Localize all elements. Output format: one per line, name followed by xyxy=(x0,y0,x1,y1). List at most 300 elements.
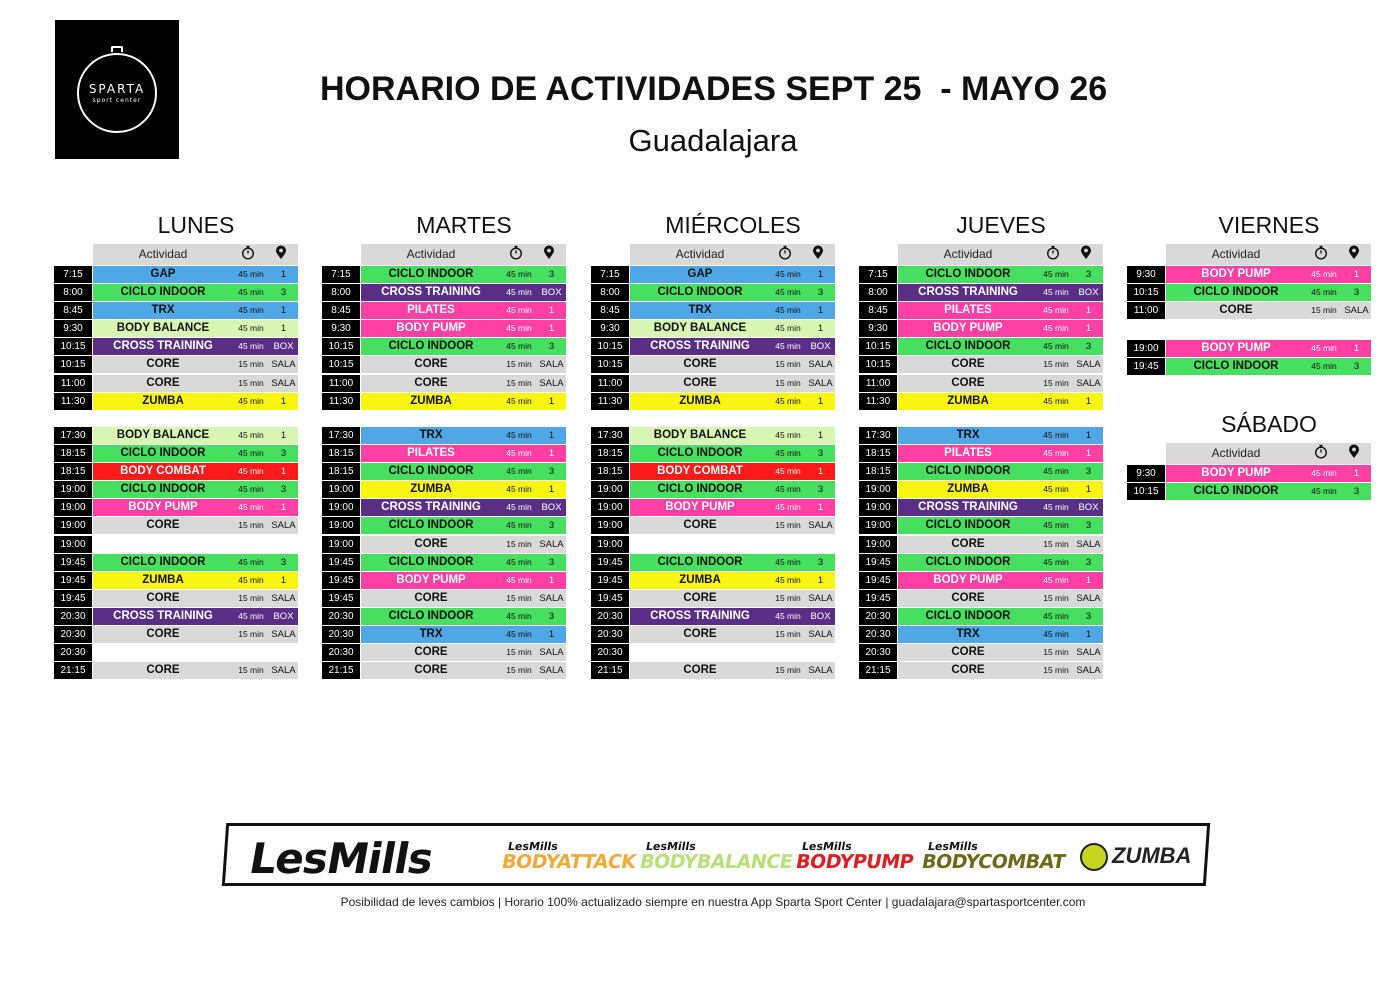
class-time: 17:30 xyxy=(322,427,360,444)
class-name: ZUMBA xyxy=(947,483,989,496)
class-time: 20:30 xyxy=(591,626,629,643)
class-name: BODY PUMP xyxy=(128,501,198,514)
class-duration: 45 min xyxy=(775,430,801,440)
table-row xyxy=(591,302,835,320)
table-row xyxy=(859,481,1103,499)
class-time: 18:15 xyxy=(54,463,92,480)
class-duration: 45 min xyxy=(775,448,801,459)
class-name: TRX xyxy=(151,304,175,317)
class-room: 1 xyxy=(817,323,824,335)
class-name: BODY PUMP xyxy=(396,573,466,586)
class-room: BOX xyxy=(810,610,831,622)
class-cell xyxy=(630,393,835,410)
class-cell xyxy=(93,320,298,337)
class-time: 10:15 xyxy=(1127,483,1165,500)
sparta-logo xyxy=(55,20,179,159)
class-duration: 45 min xyxy=(238,502,264,513)
class-cell xyxy=(898,320,1103,337)
class-duration: 45 min xyxy=(1043,466,1069,477)
class-room: 3 xyxy=(1085,610,1092,622)
class-room: 3 xyxy=(1085,341,1092,353)
table-header xyxy=(93,244,298,265)
table-row xyxy=(322,393,566,411)
class-cell xyxy=(1166,340,1371,357)
class-time: 19:00 xyxy=(322,499,360,516)
class-duration: 45 min xyxy=(775,395,801,406)
class-cell xyxy=(1166,465,1371,482)
class-time: 19:45 xyxy=(859,572,897,589)
class-name: CICLO INDOOR xyxy=(925,340,1011,353)
class-time: 7:15 xyxy=(859,266,897,283)
class-time: 19:00 xyxy=(859,517,897,534)
class-duration: 15 min xyxy=(1043,538,1069,549)
class-time: 20:30 xyxy=(322,608,360,625)
class-room: SALA xyxy=(1076,359,1101,371)
table-row xyxy=(859,338,1103,356)
day-title: SÁBADO xyxy=(1221,411,1317,437)
class-time: 9:30 xyxy=(1127,465,1165,482)
class-duration: 15 min xyxy=(238,629,264,640)
class-cell xyxy=(1166,302,1371,319)
class-cell xyxy=(361,572,566,589)
class-name: CORE xyxy=(683,519,717,532)
class-name: CORE xyxy=(146,664,180,677)
class-duration: 45 min xyxy=(238,610,264,621)
class-name: CICLO INDOOR xyxy=(657,483,743,496)
class-time: 11:00 xyxy=(322,375,360,392)
class-room: SALA xyxy=(539,647,564,659)
table-row xyxy=(54,662,298,680)
class-time: 11:30 xyxy=(859,393,897,410)
class-time: 8:45 xyxy=(322,302,360,319)
class-room: BOX xyxy=(273,341,294,353)
class-cell xyxy=(93,284,298,301)
class-cell xyxy=(630,644,835,661)
class-cell xyxy=(361,302,566,319)
class-cell xyxy=(898,375,1103,392)
class-name: CICLO INDOOR xyxy=(388,340,474,353)
class-time: 20:30 xyxy=(54,608,92,625)
table-row xyxy=(591,536,835,554)
class-cell xyxy=(93,536,298,553)
class-duration: 45 min xyxy=(775,323,801,334)
table-row xyxy=(54,375,298,393)
table-row xyxy=(591,572,835,590)
class-duration: 45 min xyxy=(238,466,264,477)
table-row xyxy=(54,302,298,320)
class-duration: 15 min xyxy=(238,377,264,388)
class-duration: 45 min xyxy=(1043,323,1069,334)
class-duration: 45 min xyxy=(238,395,264,406)
table-row xyxy=(322,320,566,338)
class-time: 19:45 xyxy=(591,590,629,607)
activity-column-header: Actividad xyxy=(675,247,725,261)
class-duration: 15 min xyxy=(506,538,532,549)
table-row xyxy=(322,572,566,590)
class-cell xyxy=(630,266,835,283)
table-row xyxy=(322,463,566,481)
class-duration: 45 min xyxy=(506,305,532,316)
class-duration: 15 min xyxy=(238,359,264,370)
class-time: 7:15 xyxy=(591,266,629,283)
class-name: CORE xyxy=(146,519,180,532)
table-row xyxy=(591,356,835,374)
class-time: 18:15 xyxy=(322,463,360,480)
stopwatch-icon xyxy=(1046,245,1060,263)
class-room: 1 xyxy=(548,448,555,460)
class-cell xyxy=(361,427,566,444)
class-time: 21:15 xyxy=(322,662,360,679)
class-name: TRX xyxy=(419,429,443,441)
table-row xyxy=(859,644,1103,662)
class-time: 20:30 xyxy=(322,644,360,661)
table-row xyxy=(54,445,298,463)
table-row xyxy=(859,608,1103,626)
class-duration: 45 min xyxy=(1043,520,1069,531)
class-duration: 45 min xyxy=(1043,574,1069,585)
table-row xyxy=(859,356,1103,374)
table-row xyxy=(322,626,566,644)
table-row xyxy=(859,536,1103,554)
table-row xyxy=(859,590,1103,608)
day-title: VIERNES xyxy=(1218,212,1320,238)
class-duration: 45 min xyxy=(238,341,264,352)
table-row xyxy=(54,536,298,554)
class-time: 9:30 xyxy=(322,320,360,337)
class-time: 19:45 xyxy=(54,590,92,607)
class-room: 3 xyxy=(1085,466,1092,478)
class-room: 1 xyxy=(817,269,824,280)
class-duration: 15 min xyxy=(238,665,264,676)
class-time: 17:30 xyxy=(54,427,92,444)
class-name: CORE xyxy=(414,591,448,604)
class-cell xyxy=(93,302,298,319)
table-row xyxy=(591,590,835,608)
class-time: 19:45 xyxy=(322,554,360,571)
class-time: 9:30 xyxy=(591,320,629,337)
day-title: JUEVES xyxy=(956,212,1046,238)
class-duration: 45 min xyxy=(238,556,264,567)
table-row xyxy=(859,554,1103,572)
class-cell xyxy=(93,463,298,480)
class-room: 1 xyxy=(548,484,555,496)
class-cell xyxy=(898,266,1103,283)
class-room: BOX xyxy=(541,502,562,514)
table-row xyxy=(1127,340,1371,358)
class-room: 3 xyxy=(817,556,824,568)
class-name: CROSS TRAINING xyxy=(381,286,481,299)
class-duration: 45 min xyxy=(506,395,532,406)
zumba-icon xyxy=(1080,843,1108,871)
class-time: 20:30 xyxy=(859,626,897,643)
morning-block xyxy=(322,266,566,411)
class-name: CICLO INDOOR xyxy=(388,268,474,280)
table-row xyxy=(54,499,298,517)
table-row xyxy=(859,427,1103,445)
class-cell xyxy=(630,554,835,571)
class-name: CORE xyxy=(683,358,717,371)
class-room: SALA xyxy=(271,629,296,641)
class-name: CICLO INDOOR xyxy=(120,286,206,299)
class-room: 1 xyxy=(1085,305,1092,317)
class-cell xyxy=(361,481,566,498)
class-cell xyxy=(630,517,835,534)
class-room: SALA xyxy=(808,592,833,604)
class-duration: 15 min xyxy=(775,592,801,603)
class-room: SALA xyxy=(271,665,296,677)
activity-column-header: Actividad xyxy=(1211,247,1261,261)
class-room: SALA xyxy=(539,538,564,550)
class-name: GAP xyxy=(687,268,713,280)
class-time: 19:45 xyxy=(54,554,92,571)
class-duration: 45 min xyxy=(775,574,801,585)
class-duration: 45 min xyxy=(1043,269,1069,279)
table-row xyxy=(859,375,1103,393)
class-name: PILATES xyxy=(944,447,992,460)
location-pin-icon xyxy=(1348,245,1360,263)
table-row xyxy=(322,536,566,554)
class-duration: 15 min xyxy=(1311,305,1337,316)
class-name: CROSS TRAINING xyxy=(650,340,750,353)
class-room: 1 xyxy=(548,395,555,407)
class-name: CORE xyxy=(146,591,180,604)
class-time: 19:45 xyxy=(591,554,629,571)
class-room: 3 xyxy=(280,556,287,568)
class-duration: 15 min xyxy=(775,665,801,676)
table-row xyxy=(322,517,566,535)
class-time: 20:30 xyxy=(859,608,897,625)
class-cell xyxy=(93,608,298,625)
table-row xyxy=(322,644,566,662)
class-room: 1 xyxy=(817,430,824,441)
table-row xyxy=(591,427,835,445)
class-time: 8:45 xyxy=(859,302,897,319)
class-cell xyxy=(630,499,835,516)
class-name: CORE xyxy=(951,646,985,659)
table-row xyxy=(859,662,1103,680)
class-time: 20:30 xyxy=(591,644,629,661)
class-time: 10:15 xyxy=(591,356,629,373)
class-duration: 15 min xyxy=(1043,665,1069,676)
class-cell xyxy=(898,463,1103,480)
footer-note: Posibilidad de leves cambios | Horario 100% actualizado siempre en nuestra App Sparta Sport Center | guadalajara@spartasportcenter.com xyxy=(340,895,1086,909)
class-duration: 45 min xyxy=(1043,305,1069,316)
table-row xyxy=(54,517,298,535)
class-time: 19:00 xyxy=(54,499,92,516)
class-time: 10:15 xyxy=(859,356,897,373)
class-time: 20:30 xyxy=(859,644,897,661)
day-title: LUNES xyxy=(157,212,235,238)
class-room: 1 xyxy=(1353,468,1360,479)
class-cell xyxy=(93,375,298,392)
class-name: BODY PUMP xyxy=(933,322,1003,335)
table-row xyxy=(1127,302,1371,320)
program-logo-bodycombat: BODYCOMBAT xyxy=(920,851,1067,873)
class-time: 10:15 xyxy=(1127,284,1165,301)
class-name: BODY PUMP xyxy=(1201,268,1271,280)
table-row xyxy=(591,608,835,626)
class-time: 11:30 xyxy=(54,393,92,410)
class-time: 19:00 xyxy=(591,481,629,498)
class-room: 1 xyxy=(280,502,287,514)
class-cell xyxy=(630,590,835,607)
class-cell xyxy=(361,445,566,462)
class-name: CORE xyxy=(683,664,717,677)
class-cell xyxy=(1166,483,1371,500)
table-row xyxy=(54,320,298,338)
class-cell xyxy=(93,662,298,679)
table-row xyxy=(591,375,835,393)
class-room: 3 xyxy=(548,556,555,568)
class-name: BODY BALANCE xyxy=(653,429,747,441)
class-duration: 45 min xyxy=(506,629,532,640)
class-name: CORE xyxy=(414,646,448,659)
class-duration: 45 min xyxy=(506,574,532,585)
class-room: SALA xyxy=(539,592,564,604)
class-cell xyxy=(93,554,298,571)
class-room: 1 xyxy=(1085,448,1092,460)
class-time: 21:15 xyxy=(591,662,629,679)
class-room: 1 xyxy=(548,430,555,441)
class-room: 3 xyxy=(817,287,824,299)
class-cell xyxy=(630,356,835,373)
class-time: 17:30 xyxy=(859,427,897,444)
class-cell xyxy=(898,536,1103,553)
class-cell xyxy=(93,338,298,355)
table-row xyxy=(54,608,298,626)
class-cell xyxy=(630,445,835,462)
class-room: SALA xyxy=(808,359,833,371)
day-title: MARTES xyxy=(416,212,512,238)
table-header xyxy=(1166,244,1371,265)
class-room: 1 xyxy=(817,574,824,586)
class-room: 1 xyxy=(280,430,287,441)
class-cell xyxy=(93,393,298,410)
stopwatch-icon xyxy=(241,245,255,263)
class-duration: 45 min xyxy=(506,430,532,440)
evening-block xyxy=(859,427,1103,680)
class-name: CICLO INDOOR xyxy=(925,519,1011,532)
table-row xyxy=(1127,358,1371,376)
class-cell xyxy=(361,554,566,571)
class-cell xyxy=(361,463,566,480)
table-row xyxy=(322,302,566,320)
class-room: BOX xyxy=(273,610,294,622)
class-room: SALA xyxy=(271,359,296,371)
class-name: CROSS TRAINING xyxy=(113,340,213,353)
class-room: SALA xyxy=(1344,305,1369,317)
evening-block xyxy=(322,427,566,680)
class-name: CORE xyxy=(146,628,180,641)
stopwatch-icon xyxy=(778,245,792,263)
class-cell xyxy=(93,626,298,643)
class-cell xyxy=(898,338,1103,355)
class-time: 9:30 xyxy=(1127,266,1165,283)
class-cell xyxy=(361,338,566,355)
class-time: 8:45 xyxy=(591,302,629,319)
class-name: TRX xyxy=(688,304,712,317)
table-row xyxy=(322,499,566,517)
class-room: 3 xyxy=(1353,486,1360,498)
class-name: CICLO INDOOR xyxy=(925,609,1011,622)
class-duration: 45 min xyxy=(1043,430,1069,440)
class-name: CICLO INDOOR xyxy=(657,555,743,568)
table-row xyxy=(322,445,566,463)
class-duration: 45 min xyxy=(775,502,801,513)
class-room: 1 xyxy=(548,305,555,317)
class-room: 3 xyxy=(548,610,555,622)
page-title: HORARIO DE ACTIVIDADES SEPT 25 - MAYO 26 xyxy=(320,70,1108,108)
class-duration: 45 min xyxy=(1043,395,1069,406)
class-name: CORE xyxy=(146,376,180,389)
class-time: 10:15 xyxy=(591,338,629,355)
table-row xyxy=(591,338,835,356)
class-room: 3 xyxy=(1085,269,1092,280)
table-row xyxy=(591,662,835,680)
class-room: 1 xyxy=(1085,395,1092,407)
class-name: CICLO INDOOR xyxy=(120,483,206,496)
class-time: 11:00 xyxy=(859,375,897,392)
location-pin-icon xyxy=(543,245,555,263)
class-duration: 45 min xyxy=(775,341,801,352)
class-room: 1 xyxy=(548,629,555,641)
class-name: CORE xyxy=(951,376,985,389)
class-cell xyxy=(630,572,835,589)
class-duration: 45 min xyxy=(506,323,532,334)
table-row xyxy=(322,427,566,445)
class-time: 18:15 xyxy=(54,445,92,462)
table-row xyxy=(322,590,566,608)
stopwatch-icon xyxy=(1314,444,1328,462)
class-room: 1 xyxy=(280,574,287,586)
class-room: 1 xyxy=(280,323,287,335)
class-cell xyxy=(361,517,566,534)
class-name: CORE xyxy=(683,376,717,389)
class-cell xyxy=(630,626,835,643)
lesmills-logo: LesMills xyxy=(245,834,437,883)
class-duration: 45 min xyxy=(506,269,532,279)
program-brand-label: LesMills xyxy=(644,840,697,853)
class-duration: 45 min xyxy=(1043,484,1069,495)
class-cell xyxy=(93,590,298,607)
class-cell xyxy=(93,445,298,462)
class-name: TRX xyxy=(419,628,443,641)
class-time: 9:30 xyxy=(54,320,92,337)
class-room: SALA xyxy=(539,359,564,371)
table-row xyxy=(54,338,298,356)
class-name: CORE xyxy=(951,358,985,371)
location-pin-icon xyxy=(275,245,287,263)
class-duration: 45 min xyxy=(1311,486,1337,497)
table-row xyxy=(859,626,1103,644)
table-row xyxy=(1127,465,1371,483)
table-row xyxy=(54,356,298,374)
class-time: 11:00 xyxy=(54,375,92,392)
class-room: SALA xyxy=(808,665,833,677)
class-time: 10:15 xyxy=(54,338,92,355)
class-room: BOX xyxy=(810,341,831,353)
class-cell xyxy=(898,284,1103,301)
class-name: BODY BALANCE xyxy=(653,322,747,335)
class-duration: 45 min xyxy=(506,466,532,477)
class-name: BODY PUMP xyxy=(1201,467,1271,479)
class-duration: 45 min xyxy=(238,430,264,440)
class-room: BOX xyxy=(1078,287,1099,299)
class-duration: 15 min xyxy=(775,520,801,531)
class-time: 8:00 xyxy=(859,284,897,301)
class-name: ZUMBA xyxy=(410,483,452,496)
class-name: TRX xyxy=(956,429,980,441)
